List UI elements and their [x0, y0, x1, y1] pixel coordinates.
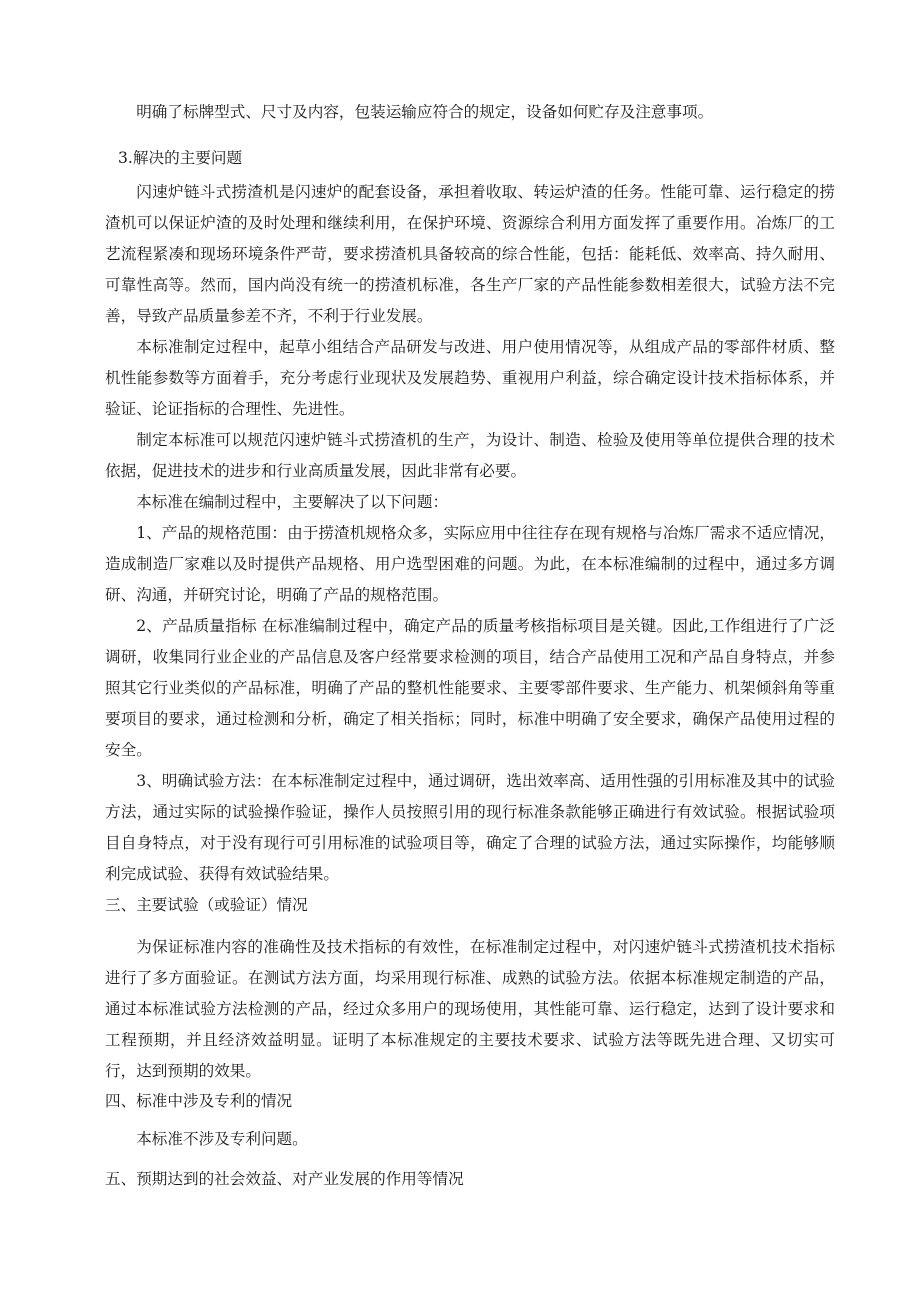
heading-three-tests: 三、主要试验（或验证）情况: [105, 896, 308, 914]
paragraph-spec-range: 1、产品的规格范围：由于捞渣机规格众多，实际应用中往往存在现有规格与冶炼厂需求不适应情况，造成制造厂家难以及时提供产品规格、用户选型困难的问题。为此，在本标准编制的过程中，通过多方调研、沟通，并研究讨论，明确了产品的规格范围。: [105, 524, 835, 604]
paragraph-test-method: 3、明确试验方法：在本标准制定过程中，通过调研，选出效率高、适用性强的引用标准及其中的试验方法，通过实际的试验操作验证，操作人员按照引用的现行标准条款能够正确进行有效试验。根据试验项目自身特点，对于没有现行可引用标准的试验项目等，确定了合理的试验方法，通过实际操作，均能够顺利完成试验、获得有效试验结果。: [105, 772, 835, 883]
heading-five-benefits: 五、预期达到的社会效益、对产业发展的作用等情况: [105, 1170, 464, 1188]
paragraph-problems-intro: 本标准在编制过程中，主要解决了以下问题：: [136, 493, 449, 511]
paragraph-background: 闪速炉链斗式捞渣机是闪速炉的配套设备，承担着收取、转运炉渣的任务。性能可靠、运行稳定的捞渣机可以保证炉渣的及时处理和继续利用，在保护环境、资源综合利用方面发挥了重要作用。冶炼厂的工艺流程紧凑和现场环境条件严苛，要求捞渣机具备较高的综合性能，包括：能耗低、效率高、持久耐用、可靠性高等。然而，国内尚没有统一的捞渣机标准，各生产厂家的产品性能参数相差很大，试验方法不完善，导致产品质量参差不齐，不利于行业发展。: [105, 183, 835, 325]
paragraph-verification: 为保证标准内容的准确性及技术指标的有效性，在标准制定过程中，对闪速炉链斗式捞渣机技术指标进行了多方面验证。在测试方法方面，均采用现行标准、成熟的试验方法。依据本标准规定制造的产品，通过本标准试验方法检测的产品，经过众多用户的现场使用，其性能可靠、运行稳定，达到了设计要求和工程预期，并且经济效益明显。证明了本标准规定的主要技术要求、试验方法等既先进合理、又切实可行，达到预期的效果。: [105, 938, 835, 1080]
heading-3-main-problems: 3.解决的主要问题: [118, 149, 243, 167]
paragraph-necessity: 制定本标准可以规范闪速炉链斗式捞渣机的生产，为设计、制造、检验及使用等单位提供合理的技术依据，促进技术的进步和行业高质量发展，因此非常有必要。: [105, 431, 835, 480]
paragraph-intro: 明确了标牌型式、尺寸及内容，包装运输应符合的规定，设备如何贮存及注意事项。: [136, 103, 714, 121]
paragraph-drafting-process: 本标准制定过程中，起草小组结合产品研发与改进、用户使用情况等，从组成产品的零部件材质、整机性能参数等方面着手，充分考虑行业现状及发展趋势、重视用户利益，综合确定设计技术指标体系，并验证、论证指标的合理性、先进性。: [105, 338, 835, 418]
paragraph-quality-index: 2、产品质量指标 在标准编制过程中，确定产品的质量考核指标项目是关键。因此,工作组进行了广泛调研，收集同行业企业的产品信息及客户经常要求检测的项目，结合产品使用工况和产品自身特点，并参照其它行业类似的产品标准，明确了产品的整机性能要求、主要零部件要求、生产能力、机架倾斜角等重要项目的要求，通过检测和分析，确定了相关指标；同时，标准中明确了安全要求，确保产品使用过程的安全。: [105, 617, 835, 759]
heading-four-patents: 四、标准中涉及专利的情况: [105, 1092, 293, 1110]
paragraph-no-patents: 本标准不涉及专利问题。: [136, 1130, 308, 1148]
